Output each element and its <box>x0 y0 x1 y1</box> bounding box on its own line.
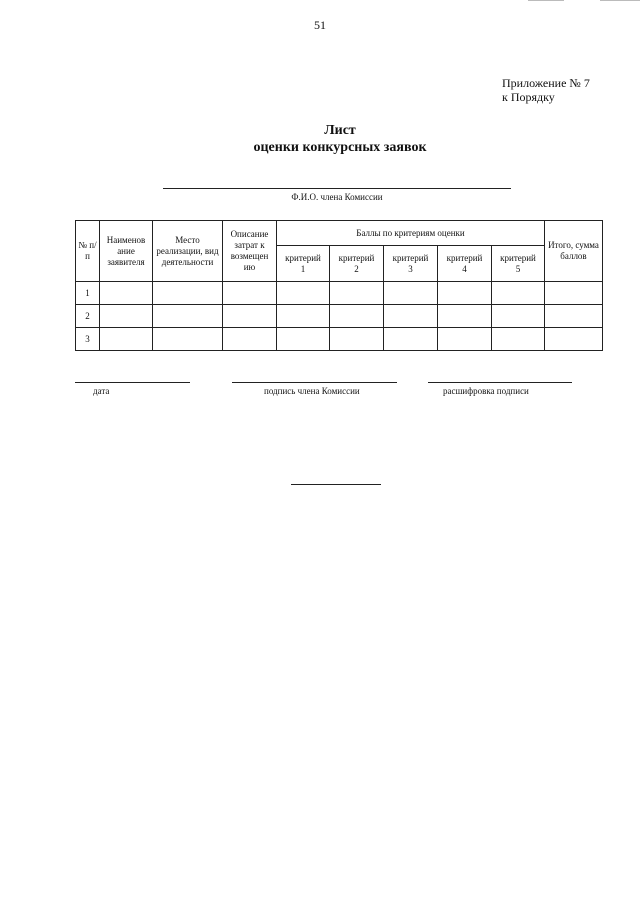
criterion-number: 3 <box>408 263 413 274</box>
page-number: 51 <box>314 18 326 32</box>
table-cell <box>223 305 277 328</box>
table-cell <box>223 328 277 351</box>
appendix-reference <box>502 76 590 104</box>
table-cell <box>438 328 492 351</box>
table-cell <box>384 305 438 328</box>
appendix-line: Приложение № 7 <box>502 76 590 90</box>
criterion-word: критерий <box>500 252 536 263</box>
header-costs-description: Описание затрат к возмещен ию <box>223 221 277 282</box>
signature-caption: подпись члена Комиссии <box>264 386 360 396</box>
header-applicant-name: Наименов ание заявителя <box>100 221 153 282</box>
header-total: Итого, сумма баллов <box>545 221 603 282</box>
table-cell <box>330 305 384 328</box>
header-criterion-4 <box>438 246 492 282</box>
criterion-number: 1 <box>300 263 306 274</box>
table-row <box>76 328 603 351</box>
score-table <box>75 220 603 351</box>
header-criterion-3 <box>384 246 438 282</box>
table-cell <box>277 282 330 305</box>
header-place-activity: Место реализации, вид деятельности <box>153 221 223 282</box>
document-title <box>0 122 640 156</box>
header-criterion-5 <box>492 246 545 282</box>
table-cell <box>492 305 545 328</box>
fio-fill-line <box>163 188 511 189</box>
title-line: оценки конкурсных заявок <box>253 140 427 155</box>
row-number: 3 <box>76 328 100 351</box>
criterion-number: 4 <box>462 263 467 274</box>
table-cell <box>153 305 223 328</box>
table-cell <box>100 328 153 351</box>
table-cell <box>438 282 492 305</box>
criterion-word: критерий <box>446 252 483 263</box>
fio-caption: Ф.И.О. члена Комиссии <box>291 192 383 202</box>
criterion-number: 5 <box>515 263 521 274</box>
scan-edge-mark <box>600 0 640 1</box>
title-line: Лист <box>324 123 356 138</box>
header-criterion-1 <box>277 246 330 282</box>
table-cell <box>330 328 384 351</box>
header-criteria-group: Баллы по критериям оценки <box>277 221 545 246</box>
table-cell <box>492 328 545 351</box>
table-cell <box>277 305 330 328</box>
table-cell <box>438 305 492 328</box>
table-cell <box>153 282 223 305</box>
criterion-word: критерий <box>285 252 321 263</box>
criterion-number: 2 <box>354 263 359 274</box>
table-cell <box>100 282 153 305</box>
table-cell <box>545 305 603 328</box>
table-cell <box>100 305 153 328</box>
scan-edge-mark <box>528 0 564 1</box>
table-cell <box>545 328 603 351</box>
signature-fill-line <box>232 382 397 383</box>
end-of-document-rule <box>291 484 381 485</box>
table-cell <box>384 328 438 351</box>
row-number: 1 <box>76 282 100 305</box>
table-cell <box>384 282 438 305</box>
table-cell <box>223 282 277 305</box>
table-cell <box>545 282 603 305</box>
table-cell <box>153 328 223 351</box>
header-criterion-2 <box>330 246 384 282</box>
date-fill-line <box>75 382 190 383</box>
header-num: № п/п <box>76 221 100 282</box>
date-caption: дата <box>93 386 110 396</box>
criterion-word: критерий <box>338 252 375 263</box>
decode-caption: расшифровка подписи <box>443 386 529 396</box>
table-cell <box>330 282 384 305</box>
decode-fill-line <box>428 382 572 383</box>
table-row <box>76 305 603 328</box>
table-cell <box>492 282 545 305</box>
criterion-word: критерий <box>392 252 429 263</box>
table-row <box>76 282 603 305</box>
row-number: 2 <box>76 305 100 328</box>
table-cell <box>277 328 330 351</box>
appendix-line: к Порядку <box>502 90 555 104</box>
